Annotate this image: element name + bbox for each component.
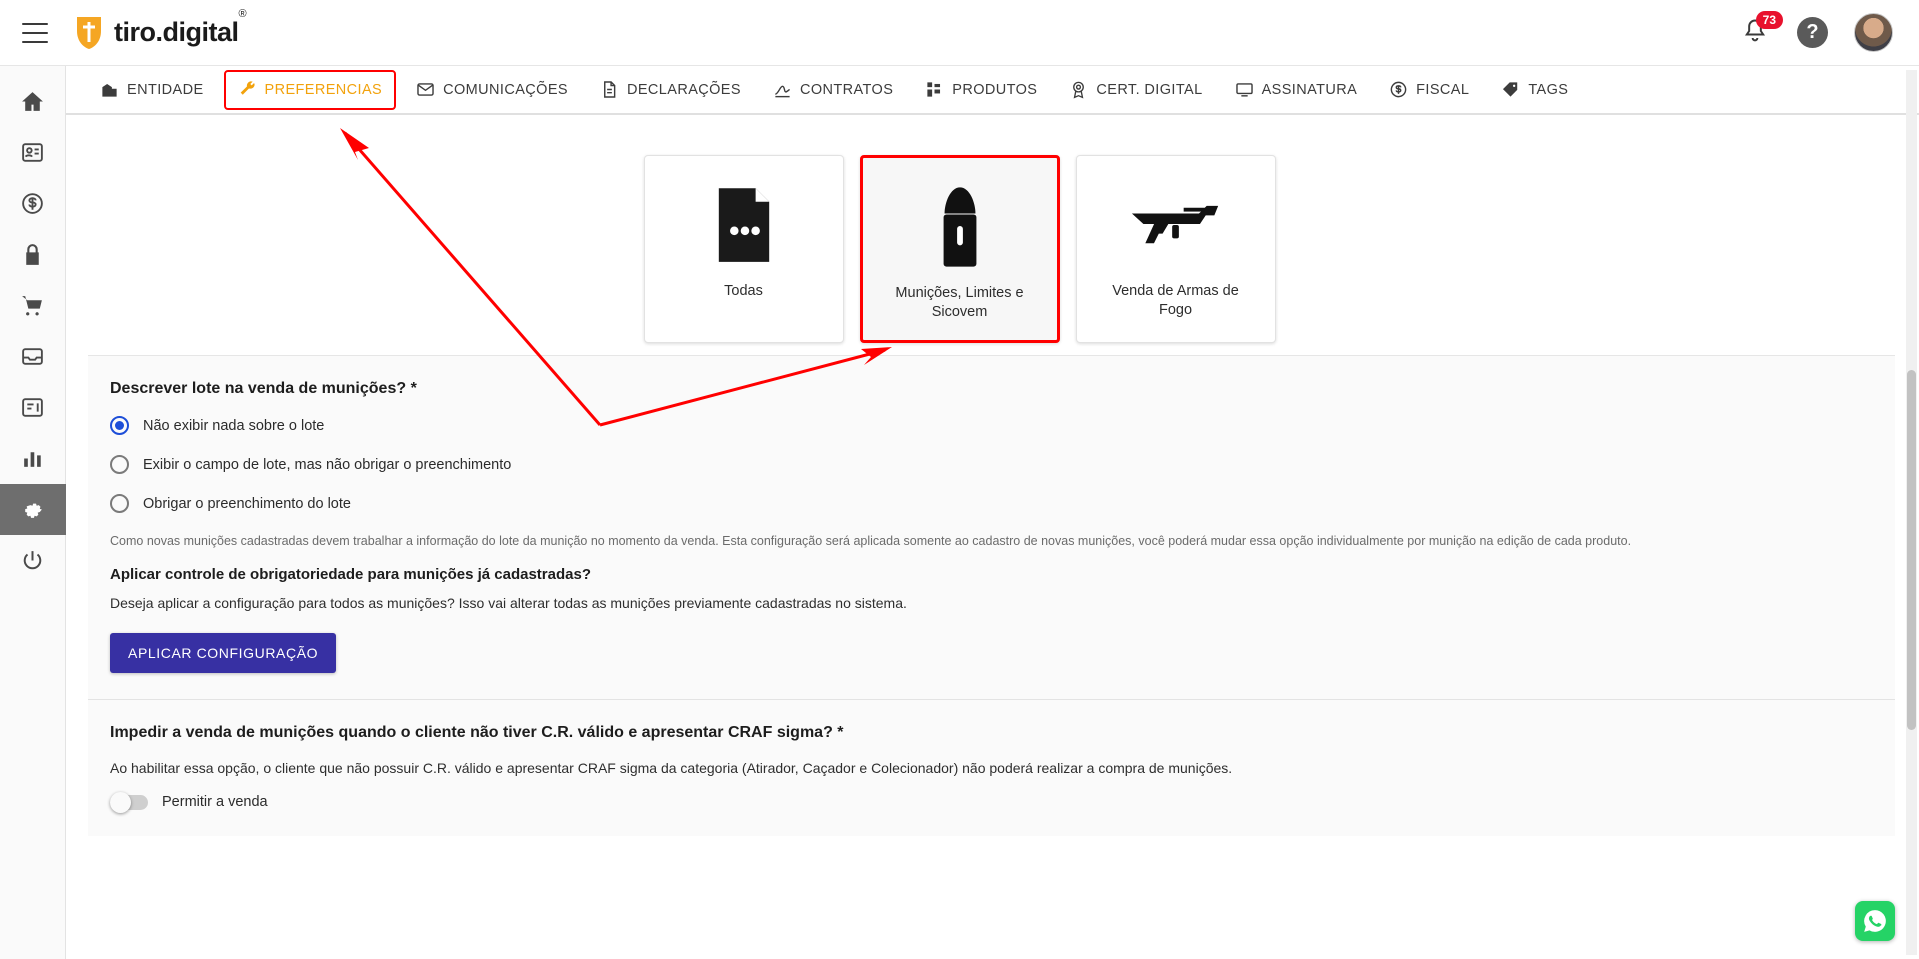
document-icon	[600, 80, 619, 99]
tab-bar	[66, 66, 1919, 115]
notifications-badge: 73	[1756, 11, 1783, 29]
vertical-scrollbar[interactable]	[1906, 70, 1917, 955]
tab-contratos[interactable]	[761, 70, 905, 110]
top-bar-actions	[1741, 13, 1893, 52]
tab-label: PREFERENCIAS	[264, 81, 383, 98]
tab-cert-digital[interactable]	[1057, 70, 1214, 110]
tag-icon	[1501, 80, 1520, 99]
tab-label: FISCAL	[1416, 81, 1470, 98]
permitir-venda-toggle[interactable]	[110, 795, 148, 810]
card-todas[interactable]	[644, 155, 844, 343]
tab-declaracoes[interactable]	[588, 70, 753, 110]
gear-icon	[20, 497, 45, 522]
tab-entidade[interactable]	[88, 70, 216, 110]
radio-option-obrigar[interactable]	[110, 494, 1873, 513]
top-bar	[0, 0, 1919, 66]
tab-comunicacoes[interactable]	[404, 70, 580, 110]
rail-item-settings[interactable]	[0, 484, 66, 535]
apply-configuration-button[interactable]: APLICAR CONFIGURAÇÃO	[110, 633, 336, 673]
tab-label: ENTIDADE	[127, 81, 204, 98]
avatar[interactable]	[1854, 13, 1893, 52]
cr-question: Impedir a venda de munições quando o cliente não tiver C.R. válido e apresentar CRAF sigma? *	[110, 724, 844, 741]
rail-item-reports[interactable]	[0, 433, 66, 484]
radio-label: Não exibir nada sobre o lote	[143, 417, 325, 434]
section-cr-craf	[88, 700, 1895, 836]
rail-item-billing[interactable]	[0, 382, 66, 433]
lote-question: Descrever lote na venda de munições? *	[110, 380, 417, 397]
tab-label: DECLARAÇÕES	[626, 81, 741, 98]
card-venda-armas-fogo[interactable]	[1076, 155, 1276, 343]
power-icon	[20, 548, 45, 573]
brand-logo-icon	[74, 15, 104, 51]
settings-panel	[88, 355, 1895, 836]
tab-preferencias[interactable]	[224, 70, 397, 110]
card-label: Venda de Armas de Fogo	[1112, 283, 1239, 318]
lote-subtitle: Aplicar controle de obrigatoriedade para munições já cadastradas?	[110, 566, 591, 583]
radio-icon[interactable]	[110, 416, 129, 435]
tab-tags[interactable]	[1489, 70, 1580, 110]
envelope-icon	[416, 80, 435, 99]
tab-label: COMUNICAÇÕES	[443, 81, 568, 98]
radio-icon[interactable]	[110, 494, 129, 513]
dollar-icon	[1389, 80, 1408, 99]
signature-icon	[773, 80, 792, 99]
radio-label: Exibir o campo de lote, mas não obrigar o preenchimento	[143, 456, 512, 473]
hamburger-icon[interactable]	[22, 23, 48, 43]
tab-label: CONTRATOS	[799, 81, 894, 98]
rifle-icon	[1130, 182, 1222, 268]
grid-icon	[925, 80, 944, 99]
card-label: Todas	[724, 283, 763, 299]
brand-trademark: ®	[238, 8, 247, 20]
tab-produtos[interactable]	[913, 70, 1049, 110]
card-label: Munições, Limites e Sicovem	[895, 285, 1024, 320]
rail-item-logout[interactable]	[0, 535, 66, 586]
tab-assinatura[interactable]	[1223, 70, 1370, 110]
section-lote	[88, 356, 1895, 700]
whatsapp-icon	[1862, 908, 1888, 934]
home-icon	[20, 89, 45, 114]
wrench-icon	[238, 80, 257, 99]
brand	[74, 8, 247, 51]
document-dots-icon	[713, 182, 775, 268]
tab-label: PRODUTOS	[952, 81, 1038, 98]
seal-icon	[1069, 80, 1088, 99]
help-icon[interactable]: ?	[1797, 17, 1828, 48]
radio-option-nao-exibir[interactable]	[110, 416, 1873, 435]
rail-item-home[interactable]	[0, 76, 66, 127]
monitor-icon	[1235, 80, 1254, 99]
tab-fiscal[interactable]	[1377, 70, 1481, 110]
whatsapp-button[interactable]	[1855, 901, 1895, 941]
category-cards	[0, 155, 1919, 343]
brand-name-text: tiro.digital	[114, 17, 239, 47]
permitir-venda-label: Permitir a venda	[162, 794, 268, 810]
tab-label: CERT. DIGITAL	[1096, 81, 1203, 98]
tab-label: ASSINATURA	[1261, 81, 1358, 98]
permitir-venda-row[interactable]	[110, 794, 1873, 810]
scrollbar-thumb[interactable]	[1907, 370, 1916, 730]
radio-option-exibir-campo[interactable]	[110, 455, 1873, 474]
radio-icon[interactable]	[110, 455, 129, 474]
radio-label: Obrigar o preenchimento do lote	[143, 495, 351, 512]
tab-label: TAGS	[1528, 81, 1569, 98]
brand-name	[114, 8, 247, 48]
inbox-icon	[20, 344, 45, 369]
card-municoes-limites-sicovem[interactable]	[860, 155, 1060, 343]
invoice-icon	[20, 395, 45, 420]
building-icon	[100, 80, 119, 99]
lote-hint: Como novas munições cadastradas devem trabalhar a informação do lote da munição no momento da venda. Esta configuração será aplicada somente ao cadastro de novas munições, você poderá mudar essa opção individualmente por munição na edição de cada produto.	[110, 534, 1632, 548]
bar-chart-icon	[20, 446, 45, 471]
cr-paragraph: Ao habilitar essa opção, o cliente que não possuir C.R. válido e apresentar CRAF sigma da categoria (Atirador, Caçador e Colecionador) não poderá realizar a compra de munições.	[110, 760, 1233, 776]
lote-paragraph: Deseja aplicar a configuração para todos as munições? Isso vai alterar todas as munições previamente cadastradas no sistema.	[110, 595, 907, 611]
bullet-icon	[932, 184, 988, 270]
bell-icon[interactable]	[1741, 12, 1776, 49]
